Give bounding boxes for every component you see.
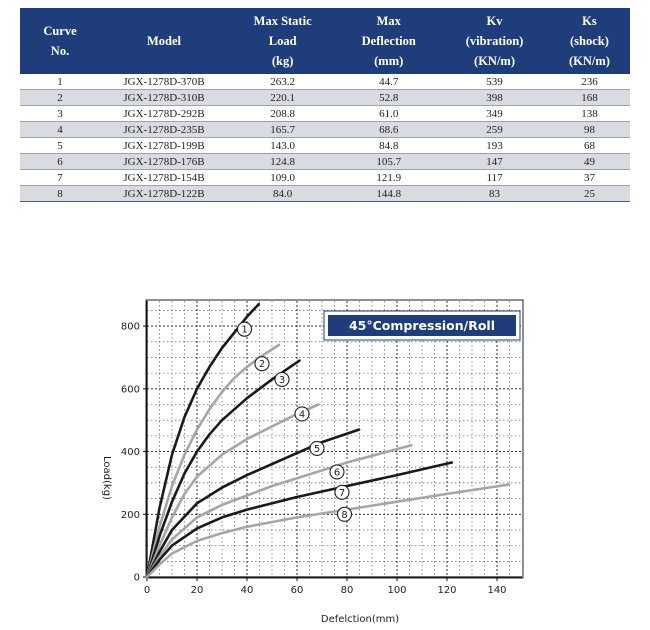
table-cell: 143.0: [228, 138, 337, 154]
table-cell: 168: [549, 90, 630, 106]
title-banner: [324, 311, 520, 340]
y-tick-label: 0: [133, 572, 140, 584]
table-cell: 263.2: [228, 74, 337, 90]
table-cell: 121.9: [337, 170, 440, 186]
table-cell: 144.8: [337, 186, 440, 202]
table-cell: 37: [549, 170, 630, 186]
curve-marker-label: 4: [298, 409, 306, 421]
curve-marker-label: 2: [258, 359, 266, 371]
x-tick-label: 60: [290, 585, 304, 596]
header-line: (vibration): [465, 34, 524, 48]
table-cell: 98: [549, 122, 630, 138]
table-cell: 83: [440, 186, 549, 202]
header-line: Ks: [582, 14, 597, 28]
table-cell: 165.7: [228, 122, 337, 138]
y-axis-title: Load(kg): [101, 456, 112, 500]
header-line: (shock): [569, 34, 609, 48]
x-tick-label: 80: [340, 585, 354, 596]
curve-marker-label: 5: [313, 443, 321, 455]
table-cell: 124.8: [228, 154, 337, 170]
table-cell: JGX-1278D-235B: [100, 122, 228, 138]
table-cell: JGX-1278D-310B: [100, 90, 228, 106]
chart-title: 45°Compression/Roll: [348, 318, 496, 333]
table-cell: 7: [20, 170, 100, 186]
table-cell: 138: [549, 106, 630, 122]
table-cell: 52.8: [337, 90, 440, 106]
table-cell: 6: [20, 154, 100, 170]
x-tick-label: 40: [240, 585, 254, 596]
y-tick-label: 800: [120, 321, 140, 333]
header-line: Model: [146, 34, 182, 48]
header-line: Curve: [43, 24, 77, 38]
table-cell: 105.7: [337, 154, 440, 170]
table-cell: 2: [20, 90, 100, 106]
table-cell: JGX-1278D-122B: [100, 186, 228, 202]
table-cell: 236: [549, 74, 630, 90]
table-cell: 84.0: [228, 186, 337, 202]
table-cell: 539: [440, 74, 549, 90]
table-cell: 68: [549, 138, 630, 154]
table-cell: 259: [440, 122, 549, 138]
table-cell: JGX-1278D-199B: [100, 138, 228, 154]
x-tick-label: 120: [437, 585, 457, 596]
table-cell: 147: [440, 154, 549, 170]
table-cell: 109.0: [228, 170, 337, 186]
table-cell: 220.1: [228, 90, 337, 106]
x-tick-label: 140: [487, 585, 507, 596]
curve-marker-label: 8: [341, 509, 348, 521]
curve-marker-label: 7: [338, 487, 346, 499]
curve-marker-label: 6: [333, 467, 341, 479]
header-line: Max Static: [253, 14, 312, 28]
table-cell: 61.0: [337, 106, 440, 122]
curve-marker-label: 1: [241, 324, 248, 336]
x-tick-label: 0: [143, 585, 151, 596]
table-cell: 68.6: [337, 122, 440, 138]
y-tick-label: 400: [120, 447, 140, 459]
x-tick-label: 20: [190, 585, 204, 596]
table-cell: 3: [20, 106, 100, 122]
table-cell: 1: [20, 74, 100, 90]
header-line: Load: [268, 34, 297, 48]
header-line: (KN/m): [568, 54, 610, 68]
table-cell: JGX-1278D-154B: [100, 170, 228, 186]
x-axis-title: Defelction(mm): [320, 614, 400, 625]
x-tick-label: 100: [387, 585, 407, 596]
curve-marker-label: 3: [278, 374, 286, 386]
table-cell: JGX-1278D-370B: [100, 74, 228, 90]
header-line: Deflection: [361, 34, 416, 48]
header-line: (KN/m): [474, 54, 516, 68]
header-line: Max: [376, 14, 401, 28]
table-cell: 44.7: [337, 74, 440, 90]
table-cell: 398: [440, 90, 549, 106]
table-cell: JGX-1278D-176B: [100, 154, 228, 170]
table-cell: 8: [20, 186, 100, 202]
header-line: Kv: [486, 14, 503, 28]
table-cell: 193: [440, 138, 549, 154]
header-line: No.: [50, 44, 70, 58]
table-cell: 4: [20, 122, 100, 138]
table-cell: JGX-1278D-292B: [100, 106, 228, 122]
header-line: (mm): [374, 54, 404, 68]
y-tick-label: 600: [120, 384, 140, 396]
table-cell: 25: [549, 186, 630, 202]
table-cell: 49: [549, 154, 630, 170]
table-cell: 5: [20, 138, 100, 154]
table-cell: 84.8: [337, 138, 440, 154]
table-cell: 117: [440, 170, 549, 186]
table-cell: 208.8: [228, 106, 337, 122]
header-line: (kg): [271, 54, 294, 68]
table-cell: 349: [440, 106, 549, 122]
y-tick-label: 200: [120, 509, 140, 521]
